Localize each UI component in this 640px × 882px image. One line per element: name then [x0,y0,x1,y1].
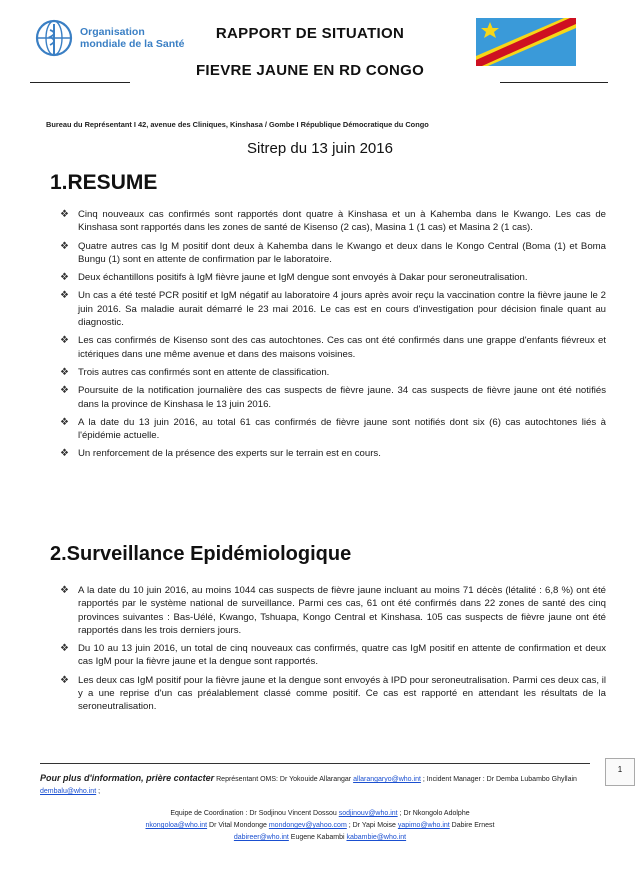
list-item [60,416,606,443]
list-item [60,208,606,235]
list-item-text: Poursuite de la notification journalière des cas suspects de fièvre jaune. 34 cas suspects de fièvre jaune ont été notifiés dans la province de Kinshasa le 13 juin 2016. [78,385,606,410]
coord-text-4: ; Dr Yapi Moise [346,822,398,829]
report-subtitle: FIEVRE JAUNE EN RD CONGO [195,62,425,79]
report-header [0,0,640,95]
diamond-bullet-icon: ❖ [60,272,69,284]
contact-line [40,772,600,798]
list-item [60,447,606,460]
section-resume-title: 1.RESUME [50,171,158,194]
coord-email-5[interactable]: dabireer@who.int [233,834,289,841]
list-item-text: Du 10 au 13 juin 2016, un total de cinq nouveaux cas confirmés, quatre cas IgM positif en attente de confirmation et deux cas IgM pour la fièvre jaune et la dengue sont rapportés. [78,643,606,668]
surveillance-list [60,584,606,719]
im-email-link[interactable]: dembalu@who.int [40,788,97,795]
coord-email-4[interactable]: yapimo@who.int [397,822,450,829]
org-line2: mondiale de la Santé [80,38,185,50]
coord-email-6[interactable]: kabambie@who.int [346,834,407,841]
drc-flag-icon [476,18,576,66]
list-item-text: Cinq nouveaux cas confirmés sont rapportés dont quatre à Kinshasa et un à Kahemba dans le Kwango. Les cas de Kinshasa sont rapportés dans les zones de santé de Kisenso (2 cas), Masina 1 (1 cas) et Masina 2 (1 cas). [78,209,606,234]
diamond-bullet-icon: ❖ [60,385,69,397]
office-address: Bureau du Représentant I 42, avenue des Cliniques, Kinshasa / Gombe I République Démocratique du Congo [46,120,429,129]
contact-footer [40,772,600,844]
coord-text-2: ; Dr Nkongolo Adolphe [397,810,470,817]
diamond-bullet-icon: ❖ [60,240,69,252]
rep-email-link[interactable]: allarangaryo@who.int [353,776,421,783]
resume-list [60,208,606,466]
diamond-bullet-icon: ❖ [60,585,69,596]
coord-email-1[interactable]: sodjinouv@who.int [338,810,398,817]
coord-email-2[interactable]: nkongoloa@who.int [145,822,208,829]
list-item [60,289,606,329]
list-item-text: Les deux cas IgM positif pour la fièvre jaune et la dengue sont envoyés à IPD pour seroneutralisation. Parmi ces deux cas, il y a une reprise d'un cas préalablement classé comme positif. Ce cas est rapporté en attendant les résultats de la seroneutralisation. [78,674,606,713]
who-emblem-icon [34,18,74,58]
list-item [60,334,606,361]
list-item-text: Quatre autres cas Ig M positif dont deux à Kahemba dans le Kwango et deux dans le Kongo Central (Boma (1) et Boma Bungu (1) sont en attente de confirmation par le laboratoire. [78,240,606,265]
list-item-text: Les cas confirmés de Kisenso sont des cas autochtones. Ces cas ont été confirmés dans une grappe d'enfants fiévreux et ictériques dans une même avenue et dans des maisons voisines. [78,335,606,360]
coordination-team [40,808,600,844]
diamond-bullet-icon: ❖ [60,448,69,460]
coord-text: Equipe de Coordination : Dr Sodjinou Vincent Dossou [170,810,339,817]
sitrep-date: Sitrep du 13 juin 2016 [247,140,393,157]
coord-text-6: Eugene Kabambi [288,834,347,841]
page-corner-icon: 1 [605,758,635,786]
diamond-bullet-icon: ❖ [60,643,69,655]
diamond-bullet-icon: ❖ [60,335,69,347]
diamond-bullet-icon: ❖ [60,366,69,378]
list-item [60,642,606,669]
list-item-text: Un cas a été testé PCR positif et IgM négatif au laboratoire 4 jours après avoir reçu la vaccination contre la fièvre jaune le 2 juin 2016. Sa maladie aurait démarré le 23 mai 2016. Le cas est en cours d'investigation pour décision finale quant au diagnostic. [78,290,606,329]
diamond-bullet-icon: ❖ [60,416,69,428]
diamond-bullet-icon: ❖ [60,674,69,686]
list-item [60,366,606,379]
footer-rule [40,763,590,764]
coord-email-3[interactable]: mondongev@yahoo.com [268,822,347,829]
diamond-bullet-icon: ❖ [60,290,69,302]
header-rule-left [30,82,130,83]
section-surveillance-title: 2.Surveillance Epidémiologique [50,543,352,565]
im-end: ; [96,788,101,795]
list-item-text: Un renforcement de la présence des experts sur le terrain est en cours. [78,448,381,460]
list-item [60,674,606,714]
coord-text-3: Dr Vital Mondonge [207,822,269,829]
list-item [60,240,606,267]
org-name [80,26,184,50]
report-title: RAPPORT DE SITUATION [215,25,405,42]
list-item [60,271,606,284]
contact-lead: Pour plus d'information, prière contacter [40,773,215,783]
list-item [60,384,606,411]
list-item-text: Deux échantillons positifs à IgM fièvre jaune et IgM dengue sont envoyés à Dakar pour seroneutralisation. [78,272,528,284]
list-item [60,584,606,637]
header-rule-right [500,82,608,83]
list-item-text: A la date du 13 juin 2016, au total 61 cas confirmés de fièvre jaune sont notifiés dont six (6) cas autochtones liés à l'épidémie actuelle. [78,416,606,442]
list-item-text: A la date du 10 juin 2016, au moins 1044 cas suspects de fièvre jaune incluant au moins 71 décès (létalité : 6,8 %) ont été rapportés par le système national de surveillance. Parmi ces cas, 61 ont été confirmés dans 22 zones de santé des cinq provinces suivantes : Bas-Uélé, Kwango, Tshuapa, Kongo Central et Kinshasa. 105 cas suspects de fièvre jaune ont été rapportés dans les trois derniers jours. [78,585,606,636]
im-text: ; Incident Manager : Dr Demba Lubambo Ghyllain [420,776,577,783]
diamond-bullet-icon: ❖ [60,209,69,220]
rep-text: Représentant OMS: Dr Yokouide Allarangar [214,776,354,783]
org-line1: Organisation [80,26,145,38]
list-item-text: Trois autres cas confirmés sont en attente de classification. [78,366,330,378]
coord-text-5: Dabire Ernest [449,822,495,829]
report-title-block [170,25,450,79]
